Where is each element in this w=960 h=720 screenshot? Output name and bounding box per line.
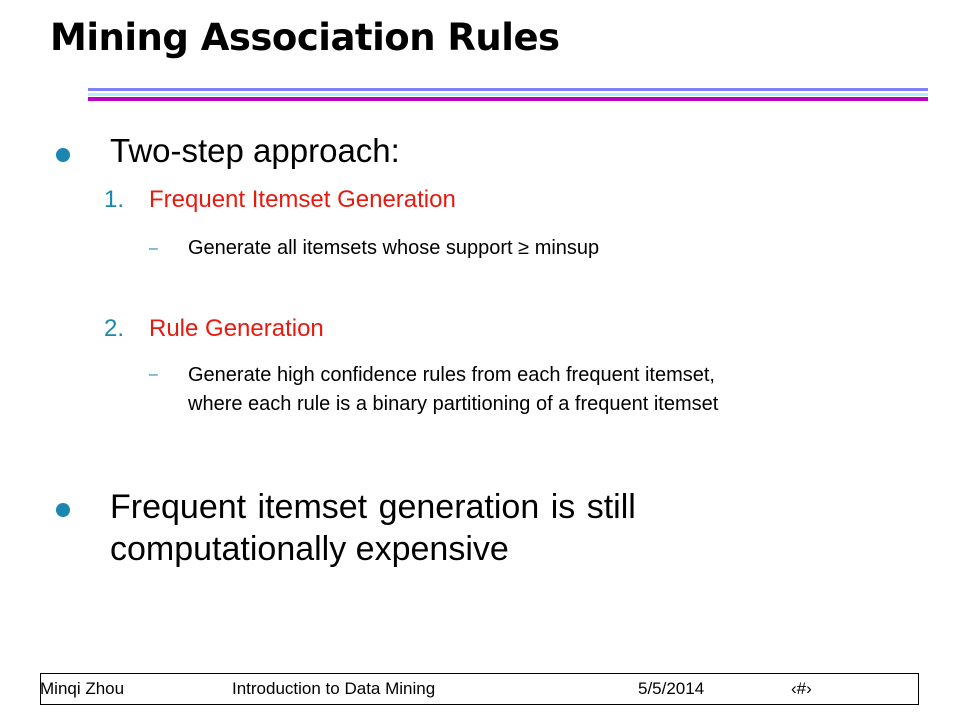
bullet-icon [56, 503, 70, 517]
step-1-dash: – [149, 240, 158, 257]
bullet-two-step: Two-step approach: [110, 132, 400, 169]
step-2-dash: – [149, 366, 158, 383]
bullet-icon [56, 148, 70, 162]
step-2-detail-line-2: where each rule is a binary partitioning of a frequent itemset [188, 393, 719, 415]
step-2-heading: Rule Generation [149, 315, 324, 342]
slide-footer [40, 673, 919, 705]
step-1-heading: Frequent Itemset Generation [149, 186, 456, 213]
slide-title: Mining Association Rules [50, 16, 560, 59]
step-2-number: 2. [104, 315, 125, 342]
bullet-expensive-line-1: Frequent itemset generation is still [110, 488, 636, 526]
step-1-number: 1. [104, 186, 125, 213]
title-divider-bottom [88, 97, 928, 101]
footer-page-number: ‹#› [791, 679, 812, 698]
footer-course: Introduction to Data Mining [232, 679, 436, 698]
bullet-expensive-line-2: computationally expensive [110, 530, 509, 568]
footer-date: 5/5/2014 [638, 679, 705, 698]
footer-author: Minqi Zhou [40, 679, 125, 698]
title-divider-middle [88, 93, 928, 96]
title-divider-top [88, 88, 928, 91]
step-1-detail: Generate all itemsets whose support ≥ minsup [188, 237, 600, 259]
step-2-detail-line-1: Generate high confidence rules from each frequent itemset, [188, 364, 715, 386]
